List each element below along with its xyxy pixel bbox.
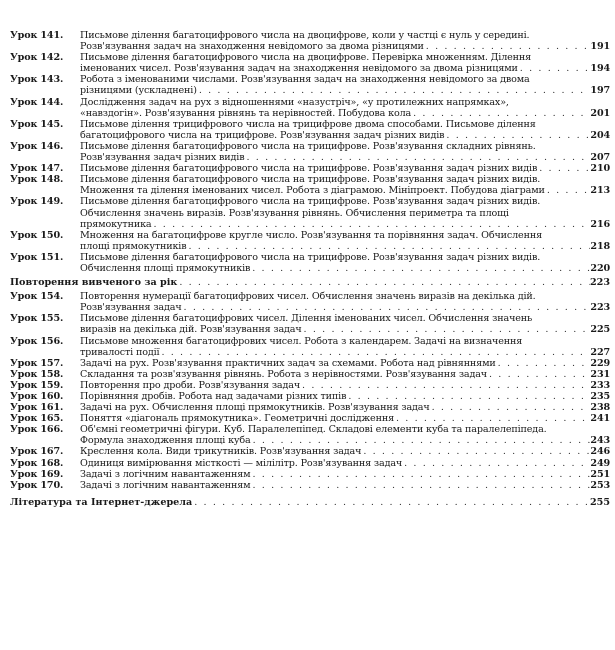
title-text: Задачі на рух. Розв'язування практичних задач за схемами. Робота над рівняннями — [80, 357, 496, 369]
title-line — [80, 263, 610, 274]
lesson-title — [80, 119, 610, 141]
page-number: 235 — [590, 391, 610, 402]
title-line: Письмове ділення трицифрового числа на трицифрове двома способами. Письмове ділення — [80, 118, 536, 130]
page-number: 231 — [590, 368, 610, 380]
lesson-label: Урок 168. — [10, 457, 64, 469]
dot-leader — [244, 152, 590, 163]
title-text: Задачі на рух. Обчислення площі прямокутників. Розв'язування задач — [80, 402, 430, 414]
title-line — [80, 469, 610, 480]
title-line — [80, 324, 610, 335]
section-title: Література та Інтернет-джерела — [10, 496, 193, 508]
page-number: 243 — [590, 435, 610, 447]
lesson-label: Урок 147. — [10, 163, 64, 175]
dot-leader — [487, 369, 590, 380]
lesson-label: Урок 167. — [10, 446, 64, 458]
toc-entry[interactable] — [10, 424, 610, 446]
title-line: Письмове ділення багатоцифрового числа на двоцифрове. Перевірка множенням. Ділення — [80, 52, 532, 64]
title-text: різницями (ускладнені) — [80, 85, 197, 97]
title-line — [80, 85, 610, 96]
lesson-label: Урок 160. — [10, 391, 64, 402]
title-line — [80, 358, 610, 369]
title-line: Письмове ділення багатоцифрового числа на трицифрове. Розв'язування задач різних видів. — [80, 174, 541, 186]
page-number: 227 — [590, 346, 610, 358]
page-number: 218 — [590, 240, 610, 252]
toc-group-lessons-154-170 — [10, 291, 610, 491]
toc-entry[interactable] — [10, 469, 610, 480]
lesson-label: Урок 148. — [10, 174, 64, 186]
dot-leader — [394, 413, 590, 424]
page-number: 201 — [590, 107, 610, 119]
dot-leader — [251, 480, 591, 491]
title-text: Задачі з логічним навантаженням — [80, 468, 251, 480]
lesson-label: Урок 143. — [10, 74, 64, 86]
title-text: Розв'язування задач — [80, 302, 182, 314]
dot-leader — [197, 85, 590, 96]
toc-entry[interactable] — [10, 369, 610, 380]
title-line — [80, 347, 610, 358]
dot-leader — [346, 391, 590, 402]
lesson-title — [80, 402, 610, 413]
dot-leader — [424, 41, 590, 52]
lesson-label: Урок 151. — [10, 251, 64, 263]
lesson-label: Урок 165. — [10, 413, 64, 425]
dot-leader — [518, 63, 590, 74]
dot-leader — [537, 163, 590, 174]
section-page-number: 255 — [590, 496, 611, 508]
page-number: 233 — [590, 379, 610, 391]
lesson-title — [80, 196, 610, 229]
title-line — [80, 391, 610, 402]
title-text: площі прямокутників — [80, 240, 187, 252]
toc-entry[interactable] — [10, 119, 610, 141]
page-number: 220 — [590, 262, 610, 274]
title-text: Креслення кола. Види трикутників. Розв'язування задач — [80, 446, 362, 458]
lesson-title — [80, 369, 610, 380]
toc-entry[interactable] — [10, 230, 610, 252]
dot-leader — [361, 446, 590, 457]
lesson-title — [80, 291, 610, 313]
lesson-label: Урок 154. — [10, 291, 64, 303]
lesson-title — [80, 336, 610, 358]
page-number: 213 — [590, 185, 610, 197]
title-text: Поняття «діагональ прямокутника». Геометричні дослідження — [80, 413, 394, 425]
dot-leader — [300, 380, 590, 391]
lesson-title — [80, 313, 610, 335]
title-line — [80, 63, 610, 74]
lesson-label: Урок 158. — [10, 368, 64, 380]
title-line — [80, 241, 610, 252]
lesson-label: Урок 144. — [10, 96, 64, 108]
title-line — [80, 185, 610, 196]
toc-entry[interactable] — [10, 413, 610, 424]
lesson-title — [80, 413, 610, 424]
title-text: Розв'язування задач на знаходження невідомого за двома різницями — [80, 41, 424, 53]
page-number: 229 — [590, 357, 610, 369]
dot-leader — [302, 324, 590, 335]
dot-leader — [151, 219, 590, 230]
title-line: Письмове ділення багатоцифрового числа на трицифрове. Розв'язування задач різних видів. — [80, 196, 541, 208]
lesson-title — [80, 391, 610, 402]
lesson-title — [80, 230, 610, 252]
page-number: 238 — [590, 402, 610, 414]
title-text: «навздогін». Розв'язування рівнянь та нерівностей. Побудова кола — [80, 107, 412, 119]
dot-leader — [251, 435, 590, 446]
title-text: тривалості події — [80, 346, 160, 358]
dot-leader — [182, 302, 590, 313]
toc-entry[interactable] — [10, 391, 610, 402]
lesson-label: Урок 161. — [10, 402, 64, 414]
dot-leader — [402, 458, 590, 469]
title-line — [80, 413, 610, 424]
title-line: Письмове ділення багатоцифрових чисел. Ділення іменованих чисел. Обчислення значень — [80, 313, 533, 325]
page-number: 204 — [590, 129, 610, 141]
toc-entry[interactable] — [10, 446, 610, 457]
title-line: Письмове ділення багатоцифрового числа на трицифрове. Розв'язування складних рівнянь. — [80, 140, 536, 152]
title-line — [80, 402, 610, 413]
toc-entry[interactable] — [10, 252, 610, 274]
lesson-title — [80, 458, 610, 469]
lesson-title — [80, 141, 610, 163]
lesson-label: Урок 141. — [10, 30, 64, 41]
toc-entry[interactable] — [10, 163, 610, 174]
dot-leader — [177, 277, 590, 288]
title-text: виразів на декілька дій. Розв'язування задач — [80, 324, 302, 336]
lesson-title — [80, 174, 610, 196]
lesson-title — [80, 97, 610, 119]
title-line — [80, 380, 610, 391]
page-number: 241 — [590, 413, 610, 425]
title-line — [80, 108, 610, 119]
title-text: Задачі з логічним навантаженням — [80, 479, 251, 491]
title-line: Обчислення значень виразів. Розв'язування рівнянь. Обчислення периметра та площі — [80, 207, 509, 219]
dot-leader — [186, 241, 590, 252]
lesson-title — [80, 30, 610, 52]
page-number: 223 — [590, 302, 610, 314]
dot-leader — [545, 185, 590, 196]
dot-leader — [430, 402, 590, 413]
toc-entry[interactable] — [10, 480, 610, 491]
title-text: Складання та розв'язування рівнянь. Робота з нерівностями. Розв'язування задач — [80, 368, 487, 380]
title-text: Повторення про дроби. Розв'язування задач — [80, 379, 301, 391]
toc-entry[interactable] — [10, 174, 610, 196]
title-text: Множення та ділення іменованих чисел. Робота з діаграмою. Мініпроект. Побудова діаграми — [80, 185, 545, 197]
title-line: Робота з іменованими числами. Розв'язування задач на знаходження невідомого за двома — [80, 74, 530, 86]
dot-leader — [251, 469, 591, 480]
title-line — [80, 152, 610, 163]
title-text: прямокутника — [80, 218, 152, 230]
title-line — [80, 163, 610, 174]
lesson-label: Урок 142. — [10, 52, 64, 64]
title-text: багатоцифрового числа на трицифрове. Розв'язування задач різних видів — [80, 129, 445, 141]
toc-entry[interactable] — [10, 336, 610, 358]
dot-leader — [444, 130, 590, 141]
page-number: 207 — [590, 152, 610, 164]
title-text: Порівняння дробів. Робота над задачами різних типів — [80, 391, 347, 402]
title-line: Письмове ділення багатоцифрового числа на двоцифрове, коли у частці є нуль у середині. — [80, 30, 530, 41]
toc-entry[interactable] — [10, 52, 610, 74]
toc-group-lessons-141-151 — [10, 30, 610, 274]
toc-entry[interactable] — [10, 380, 610, 391]
lesson-label: Урок 155. — [10, 313, 64, 325]
lesson-title — [80, 469, 610, 480]
toc-entry[interactable] — [10, 97, 610, 119]
toc-entry[interactable] — [10, 74, 610, 96]
lesson-label: Урок 170. — [10, 479, 64, 491]
toc-entry[interactable] — [10, 30, 610, 52]
lesson-label: Урок 149. — [10, 196, 64, 208]
lesson-label: Урок 145. — [10, 118, 64, 130]
title-text: Письмове ділення багатоцифрового числа на трицифрове. Розв'язування задач різних видів — [80, 163, 538, 175]
title-line: Повторення нумерації багатоцифрових чисел. Обчислення значень виразів на декілька дій. — [80, 291, 536, 303]
title-line — [80, 219, 610, 230]
page-number: 225 — [590, 324, 610, 336]
title-line: Письмове множення багатоцифрових чисел. Робота з календарем. Задачі на визначення — [80, 335, 523, 347]
page-number: 251 — [590, 468, 610, 480]
page-number: 197 — [590, 85, 610, 97]
toc-entry[interactable] — [10, 402, 610, 413]
title-line — [80, 41, 610, 52]
title-line: Дослідження задач на рух з відношеннями «назустріч», «у протилежних напрямках», — [80, 96, 509, 108]
title-line: Множення на багатоцифрове кругле число. Розв'язування та порівняння задач. Обчислення — [80, 229, 542, 241]
dot-leader — [250, 263, 590, 274]
section-title: Повторення вивченого за рік — [10, 277, 178, 289]
title-line: Письмове ділення багатоцифрового числа на трицифрове. Розв'язування задач різних видів. — [80, 251, 541, 263]
toc-section-year-review[interactable] — [10, 277, 610, 288]
toc-entry[interactable] — [10, 458, 610, 469]
lesson-label: Урок 146. — [10, 140, 64, 152]
toc-entry[interactable] — [10, 196, 610, 229]
title-line — [80, 130, 610, 141]
title-text: іменованих чисел. Розв'язування задач на знаходження невідомого за двома різницями — [80, 63, 518, 75]
title-text: Розв'язування задач різних видів — [80, 152, 245, 164]
page-number: 191 — [590, 41, 610, 53]
title-line — [80, 369, 610, 380]
lesson-title — [80, 446, 610, 457]
title-line — [80, 302, 610, 313]
lesson-label: Урок 169. — [10, 468, 64, 480]
lesson-label: Урок 166. — [10, 424, 64, 436]
lesson-label: Урок 157. — [10, 357, 64, 369]
lesson-title — [80, 52, 610, 74]
lesson-title — [80, 252, 610, 274]
title-text: Одиниця вимірювання місткості — мілілітр. Розв'язування задач — [80, 457, 403, 469]
toc-section-literature[interactable] — [10, 497, 610, 508]
lesson-title — [80, 74, 610, 96]
lesson-label: Урок 156. — [10, 335, 64, 347]
section-page-number: 223 — [590, 277, 611, 289]
dot-leader — [411, 108, 590, 119]
title-line — [80, 458, 610, 469]
toc-entry[interactable] — [10, 141, 610, 163]
toc-entry[interactable] — [10, 291, 610, 313]
lesson-title — [80, 358, 610, 369]
page-number: 253 — [590, 479, 610, 491]
title-text: Формула знаходження площі куба — [80, 435, 251, 447]
title-text: Обчислення площі прямокутників — [80, 262, 251, 274]
title-line: Об'ємні геометричні фігури. Куб. Паралелепіпед. Складові елементи куба та паралелепіпеда. — [80, 424, 547, 436]
lesson-label: Урок 159. — [10, 379, 64, 391]
dot-leader — [192, 497, 590, 508]
lesson-label: Урок 150. — [10, 229, 64, 241]
lesson-title — [80, 480, 610, 491]
lesson-title — [80, 380, 610, 391]
page-number: 194 — [590, 63, 610, 75]
page-number: 210 — [590, 163, 610, 175]
lesson-title — [80, 424, 610, 446]
title-line — [80, 480, 610, 491]
page-number: 216 — [590, 218, 610, 230]
title-line — [80, 435, 610, 446]
lesson-title — [80, 163, 610, 174]
table-of-contents — [10, 30, 610, 511]
page-number: 246 — [590, 446, 610, 458]
toc-entry[interactable] — [10, 313, 610, 335]
page-number: 249 — [590, 457, 610, 469]
dot-leader — [159, 347, 590, 358]
toc-entry[interactable] — [10, 358, 610, 369]
title-line — [80, 446, 610, 457]
dot-leader — [496, 358, 590, 369]
